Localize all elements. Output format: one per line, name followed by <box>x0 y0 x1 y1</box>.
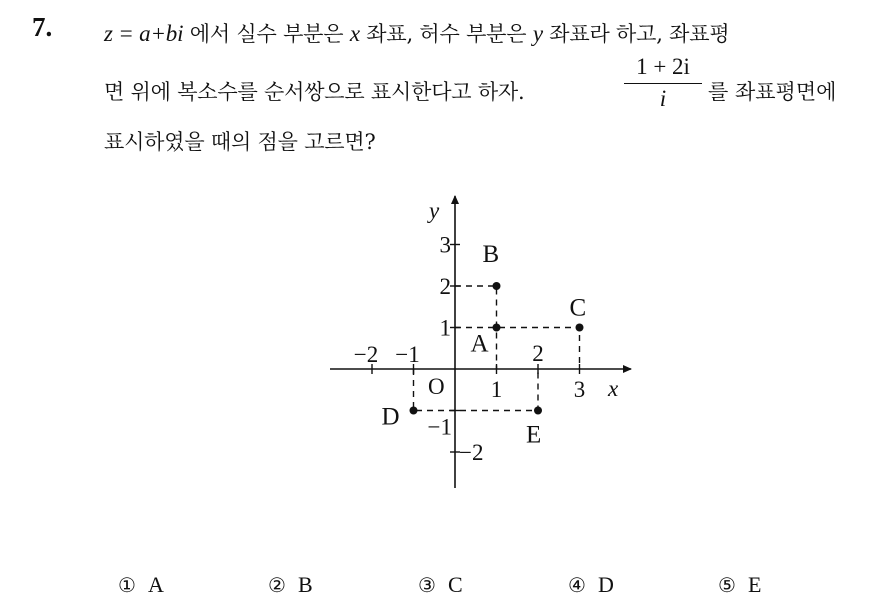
choice-2[interactable] <box>268 572 313 598</box>
question-number: 7. <box>32 12 53 42</box>
choice-3[interactable] <box>418 572 463 598</box>
point-label-e: E <box>526 421 542 449</box>
choice-1[interactable] <box>118 572 164 598</box>
choice-number-4: ④ <box>568 573 586 597</box>
complex-number-expression: z = a+bi <box>104 21 184 46</box>
question-text-line-3: 표시하였을 때의 점을 고르면? <box>104 130 376 154</box>
choice-label-1: A <box>147 572 164 597</box>
choice-label-5: E <box>747 572 762 597</box>
point-label-a: A <box>470 330 489 358</box>
fraction-numerator: 1 + 2i <box>636 54 690 79</box>
choice-number-1: ① <box>118 573 136 597</box>
y-tick-label: 1 <box>439 315 451 341</box>
choice-label-2: B <box>297 572 313 597</box>
question-text-segment: 좌표라 하고, 좌표평 <box>542 22 730 46</box>
question-text-line-2-end: 를 좌표평면에 <box>708 80 837 104</box>
y-variable: y <box>532 21 543 46</box>
choice-number-2: ② <box>268 573 286 597</box>
x-tick-label: −2 <box>353 342 379 367</box>
y-tick-label: −1 <box>427 414 452 440</box>
question-text-segment: 에서 실수 부분은 <box>183 22 350 46</box>
x-tick-label: 2 <box>532 341 544 366</box>
y-tick-label: 2 <box>439 274 451 299</box>
choice-label-4: D <box>597 572 614 597</box>
choice-number-3: ③ <box>418 573 436 597</box>
choice-number-5: ⑤ <box>718 573 736 597</box>
question-text-segment: 좌표, 허수 부분은 <box>359 22 533 46</box>
choice-4[interactable] <box>568 572 614 598</box>
question-text-line-2: 면 위에 복소수를 순서쌍으로 표시한다고 하자. <box>104 80 525 104</box>
point-label-c: C <box>569 294 587 322</box>
x-tick-label: 1 <box>490 377 503 402</box>
point-a <box>493 324 501 332</box>
y-axis-label: y <box>429 198 440 223</box>
point-d <box>410 407 418 415</box>
x-variable: x <box>349 21 360 46</box>
x-axis-label: x <box>608 376 619 401</box>
y-tick-label: 3 <box>439 232 451 258</box>
x-tick-label: 3 <box>573 377 586 402</box>
choice-label-3: C <box>447 572 463 597</box>
point-e <box>534 407 542 415</box>
point-b <box>493 282 501 290</box>
x-tick-label: −1 <box>395 342 420 367</box>
choice-5[interactable] <box>718 572 761 598</box>
y-tick-label: −2 <box>459 440 484 465</box>
point-label-b: B <box>482 241 500 268</box>
fraction-denominator: i <box>659 86 667 111</box>
answer-choices <box>0 572 884 599</box>
point-label-d: D <box>381 403 400 431</box>
origin-label: O <box>428 374 445 399</box>
point-c <box>576 324 584 332</box>
